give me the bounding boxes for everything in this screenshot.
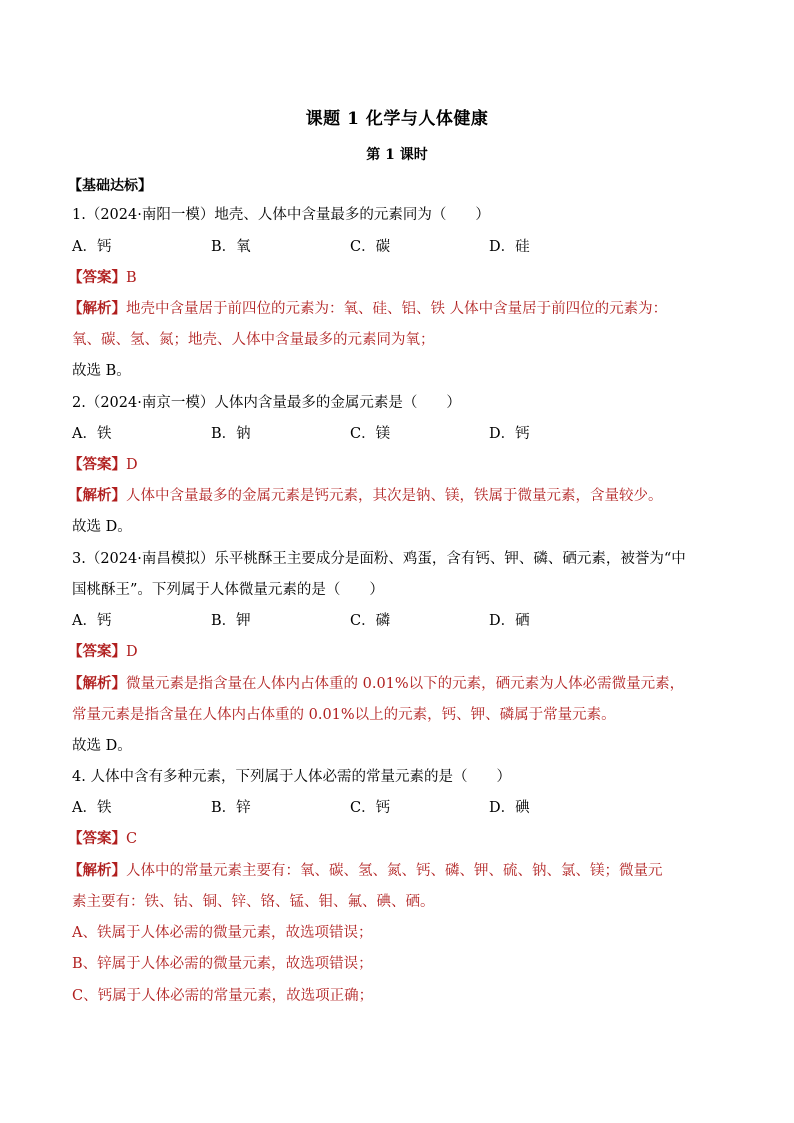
- option-a: A．铁: [72, 800, 112, 816]
- option-c: C．镁: [350, 426, 391, 442]
- question-1-analysis-line-2: 氧、碳、氢、氮；地壳、人体中含量最多的元素同为氧；: [72, 332, 435, 348]
- question-4-analysis-option-b: B、锌属于人体必需的微量元素，故选项错误；: [72, 956, 373, 972]
- question-4-analysis-option-c: C、钙属于人体必需的常量元素，故选项正确；: [72, 988, 374, 1004]
- question-3-analysis-line-2: 常量元素是指含量在人体内占体重的 0.01%以上的元素，钙、钾、磷属于常量元素。: [72, 707, 616, 723]
- section-heading: 【基础达标】: [68, 178, 152, 194]
- option-b: B．氧: [211, 239, 251, 255]
- question-4-stem: 4. 人体中含有多种元素，下列属于人体必需的常量元素的是（ ）: [72, 769, 511, 785]
- option-d: D．碘: [489, 800, 530, 816]
- question-2-stem: 2.（2024·南京一模）人体内含量最多的金属元素是（ ）: [72, 395, 461, 411]
- option-b: B．钾: [211, 613, 251, 629]
- analysis-text: 人体中含量最多的金属元素是钙元素，其次是钠、镁，铁属于微量元素，含量较少。: [126, 488, 663, 504]
- answer-value: D: [126, 644, 138, 660]
- answer-tag: 【答案】: [68, 456, 126, 473]
- question-1-options: [72, 237, 732, 257]
- question-1-conclusion: 故选 B。: [72, 363, 131, 379]
- question-3-conclusion: 故选 D。: [72, 738, 132, 754]
- question-3-analysis-line-1: [68, 674, 728, 694]
- question-2-options: [72, 424, 732, 444]
- option-a: A．铁: [72, 426, 112, 442]
- option-d: D．硅: [489, 239, 530, 255]
- analysis-text: 人体中的常量元素主要有：氧、碳、氢、氮、钙、磷、钾、硫、钠、氯、镁；微量元: [126, 863, 663, 879]
- question-4-analysis-line-2: 素主要有：铁、钴、铜、锌、铬、锰、钼、氟、碘、硒。: [72, 894, 435, 910]
- option-b: B．锌: [211, 800, 251, 816]
- question-2-analysis-line-1: [68, 486, 728, 506]
- analysis-text: 地壳中含量居于前四位的元素为：氧、硅、铝、铁 人体中含量居于前四位的元素为：: [126, 301, 668, 317]
- answer-tag: 【答案】: [68, 643, 126, 660]
- option-d: D．硒: [489, 613, 530, 629]
- question-1-analysis-line-1: [68, 299, 728, 319]
- question-1-stem: 1.（2024·南阳一模）地壳、人体中含量最多的元素同为（ ）: [72, 207, 490, 223]
- question-4-answer: [68, 829, 728, 849]
- answer-value: B: [126, 270, 137, 286]
- question-2-answer: [68, 455, 728, 475]
- option-c: C．钙: [350, 800, 391, 816]
- question-4-analysis-line-1: [68, 861, 728, 881]
- analysis-tag: 【解析】: [68, 862, 126, 879]
- question-1-answer: [68, 268, 728, 288]
- option-a: A．钙: [72, 613, 112, 629]
- question-2-conclusion: 故选 D。: [72, 519, 132, 535]
- option-a: A．钙: [72, 239, 112, 255]
- question-4-options: [72, 798, 732, 818]
- page-subtitle: 第 1 课时: [366, 147, 428, 163]
- answer-tag: 【答案】: [68, 269, 126, 286]
- option-b: B．钠: [211, 426, 251, 442]
- option-c: C．磷: [350, 613, 391, 629]
- question-3-stem-line-1: 3.（2024·南昌模拟）乐平桃酥王主要成分是面粉、鸡蛋，含有钙、钾、磷、硒元素，被誉为“中: [72, 551, 686, 567]
- question-4-analysis-option-a: A、铁属于人体必需的微量元素，故选项错误；: [72, 925, 373, 941]
- analysis-text: 微量元素是指含量在人体内占体重的 0.01%以下的元素，硒元素为人体必需微量元素，: [126, 676, 685, 692]
- answer-value: C: [126, 831, 138, 847]
- analysis-tag: 【解析】: [68, 300, 126, 317]
- question-3-options: [72, 611, 732, 631]
- question-3-stem-line-2: 国桃酥王”。下列属于人体微量元素的是（ ）: [72, 582, 384, 598]
- analysis-tag: 【解析】: [68, 675, 126, 692]
- page-title: 课题 1 化学与人体健康: [305, 109, 489, 129]
- question-3-answer: [68, 642, 728, 662]
- option-d: D．钙: [489, 426, 530, 442]
- answer-value: D: [126, 457, 138, 473]
- analysis-tag: 【解析】: [68, 487, 126, 504]
- answer-tag: 【答案】: [68, 830, 126, 847]
- option-c: C．碳: [350, 239, 391, 255]
